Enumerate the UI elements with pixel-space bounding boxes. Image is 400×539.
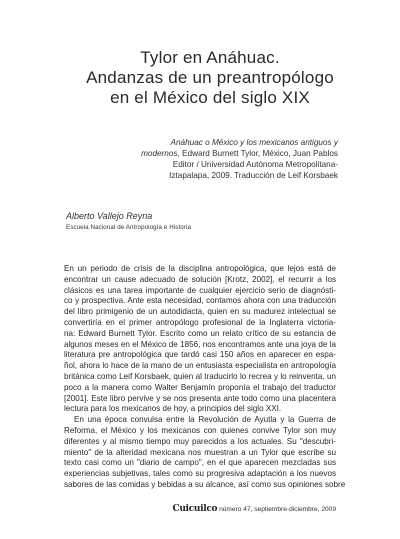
reference-line-1: Anáhuac o México y los mexicanos antiguos y	[170, 138, 338, 147]
reference-line-4: Iztapalapa, 2009. Traducción de Leif Korsbaek	[169, 171, 338, 180]
title-line-3: en el México del siglo XIX	[110, 88, 310, 107]
page-footer	[172, 504, 336, 514]
body-line: literatura pre antropológica que tardó casi 150 años en aparecer en espa-	[64, 350, 336, 360]
body-line: na: Edward Burnett Tylor. Escrito como un relato crítico de su estancia de	[64, 328, 336, 338]
page-title	[60, 48, 360, 108]
author-affiliation: Escuela Nacional de Antropología e Historia	[66, 224, 192, 231]
body-line: clásicos es una tarea importante de cualquier ejercicio serio de diagnósti-	[64, 285, 336, 295]
paragraph-2	[64, 415, 346, 491]
body-line: miento" de la alteridad mexicana nos muestran a un Tylor que escribe su	[64, 447, 336, 457]
author-name: Alberto Vallejo Reyna	[66, 211, 153, 221]
body-line: lectura para los mexicanos de hoy, a principios del siglo XXI.	[64, 404, 282, 414]
journal-logo: Cuicuilco	[172, 504, 218, 514]
reference-line-2: modernos, Edward Burnett Tylor, México, Juan Pablos	[141, 149, 338, 158]
body-line: diferentes y al mismo tiempo muy parecidos a los actuales. Su "descubri-	[64, 436, 336, 446]
body-line: En un periodo de crisis de la disciplina antropológica, que lejos está de	[64, 264, 336, 273]
issue-info: número 47, septiembre-diciembre, 2009	[219, 506, 336, 513]
body-line: experiencias subjetivas, tales como su progresiva adaptación a los nuevos	[64, 469, 336, 479]
paragraph-1	[64, 264, 336, 415]
body-line: [2001]. Este libro pervive y se nos presenta ante todo como una placentera	[64, 393, 336, 403]
body-line: encontrar un cause adecuado de solución [Krotz, 2002], el recurrir a los	[64, 274, 336, 284]
article-body	[64, 264, 346, 491]
body-line: británica como Leif Korsbaek, quien al traducirlo lo recrea y lo reinventa, un	[64, 371, 336, 381]
body-line: sabores de las comidas y bebidas a su alcance, así como sus opiniones sobre	[64, 479, 346, 489]
body-line: co y prospectiva. Ante esta necesidad, contamos ahora con una traducción	[64, 296, 336, 306]
body-line: Reforma, el México y los mexicanos con quienes convive Tylor son muy	[64, 425, 336, 435]
title-line-1: Tylor en Anáhuac.	[140, 48, 280, 67]
reference-line-3: Editor / Universidad Autónoma Metropolitana-	[172, 160, 338, 169]
body-line: texto casi como un "diario de campo", en el que aparecen mezcladas sus	[64, 458, 336, 468]
body-line: En una época convulsa entre la Revolución de Ayutla y la Guerra de	[74, 415, 336, 425]
title-line-2: Andanzas de un preantropólogo	[86, 68, 334, 87]
body-line: ñol, ahora lo hace de la mano de un entusiasta especialista en antropología	[64, 361, 336, 371]
book-reference	[88, 137, 338, 181]
body-line: poco a la manera como Walter Benjamín proponía el trabajo del traductor	[64, 382, 336, 392]
body-line: del libro primigenio de un autodidacta, quien en su madurez intelectual se	[64, 307, 336, 317]
body-line: convertiría en el primer antropólogo profesional de la Inglaterra victoria-	[64, 317, 336, 327]
body-line: algunos meses en el México de 1856, nos encontramos ante una joya de la	[64, 339, 336, 349]
